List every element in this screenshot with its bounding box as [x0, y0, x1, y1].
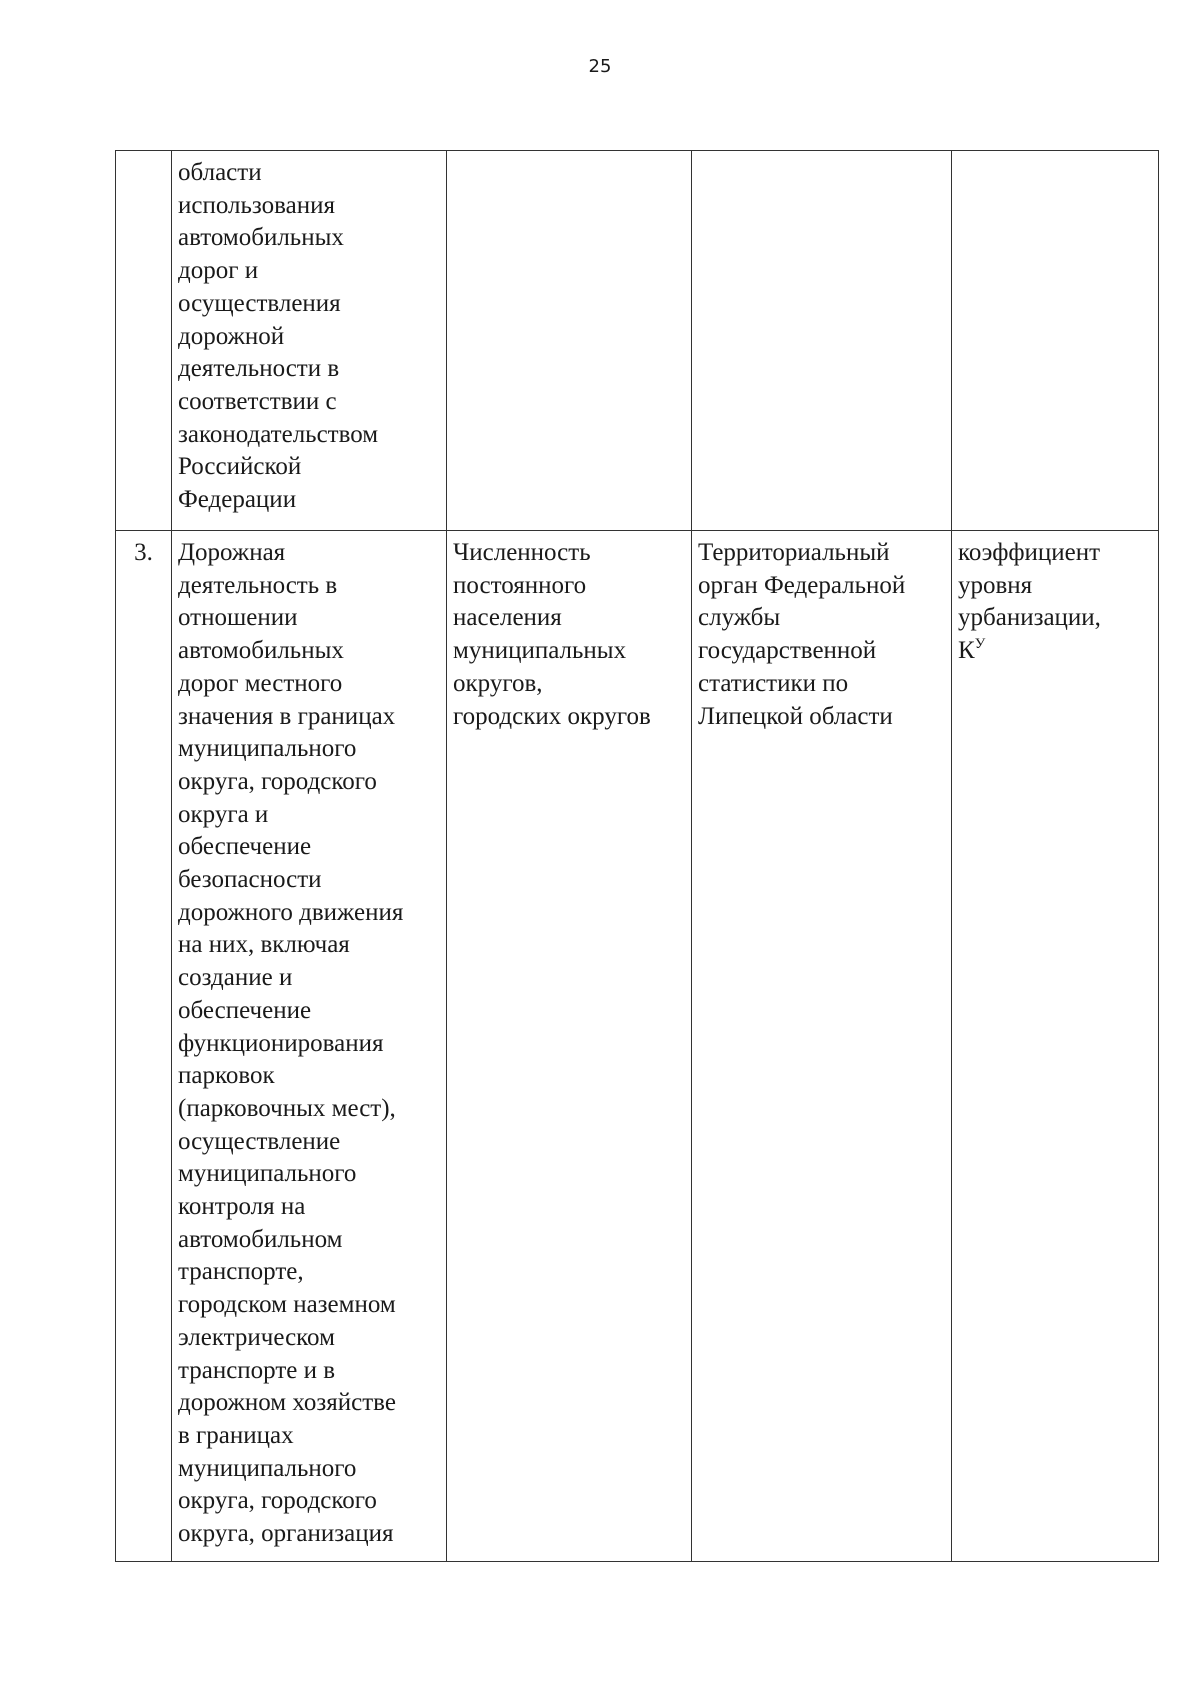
coefficient-text: коэффициент уровня урбанизации,	[958, 539, 1101, 632]
coefficient-symbol: К	[958, 637, 975, 665]
activity-cell: области использования автомобильных дорог и осуществления дорожной деятельности в соответствии с законодательством Российской Федерации	[172, 151, 447, 531]
indicator-cell	[447, 151, 692, 531]
data-source-cell	[692, 151, 952, 531]
coefficient-superscript: У	[974, 636, 986, 653]
page-number: 25	[588, 56, 612, 77]
indicator-cell: Численность постоянного населения муниципальных округов, городских округов	[447, 531, 692, 1562]
data-source-cell: Территориальный орган Федеральной службы государственной статистики по Липецкой области	[692, 531, 952, 1562]
table-row-3	[116, 531, 1159, 1562]
activity-cell: Дорожная деятельность в отношении автомобильных дорог местного значения в границах муниципального округа, городского округа и обеспечение безопасности дорожного движения на них, включая создание и обеспечение функционирования парковок (парковочных мест), осуществление муниципального контроля на автомобильном транспорте, городском наземном электрическом транспорте и в дорожном хозяйстве в границах муниципального округа, городского округа, организация	[172, 531, 447, 1562]
table-row-continued	[116, 151, 1159, 531]
coefficient-cell	[952, 531, 1159, 1562]
row-number-cell: 3.	[116, 531, 172, 1562]
row-number-cell	[116, 151, 172, 531]
allocation-table	[115, 150, 1159, 1562]
coefficient-cell	[952, 151, 1159, 531]
